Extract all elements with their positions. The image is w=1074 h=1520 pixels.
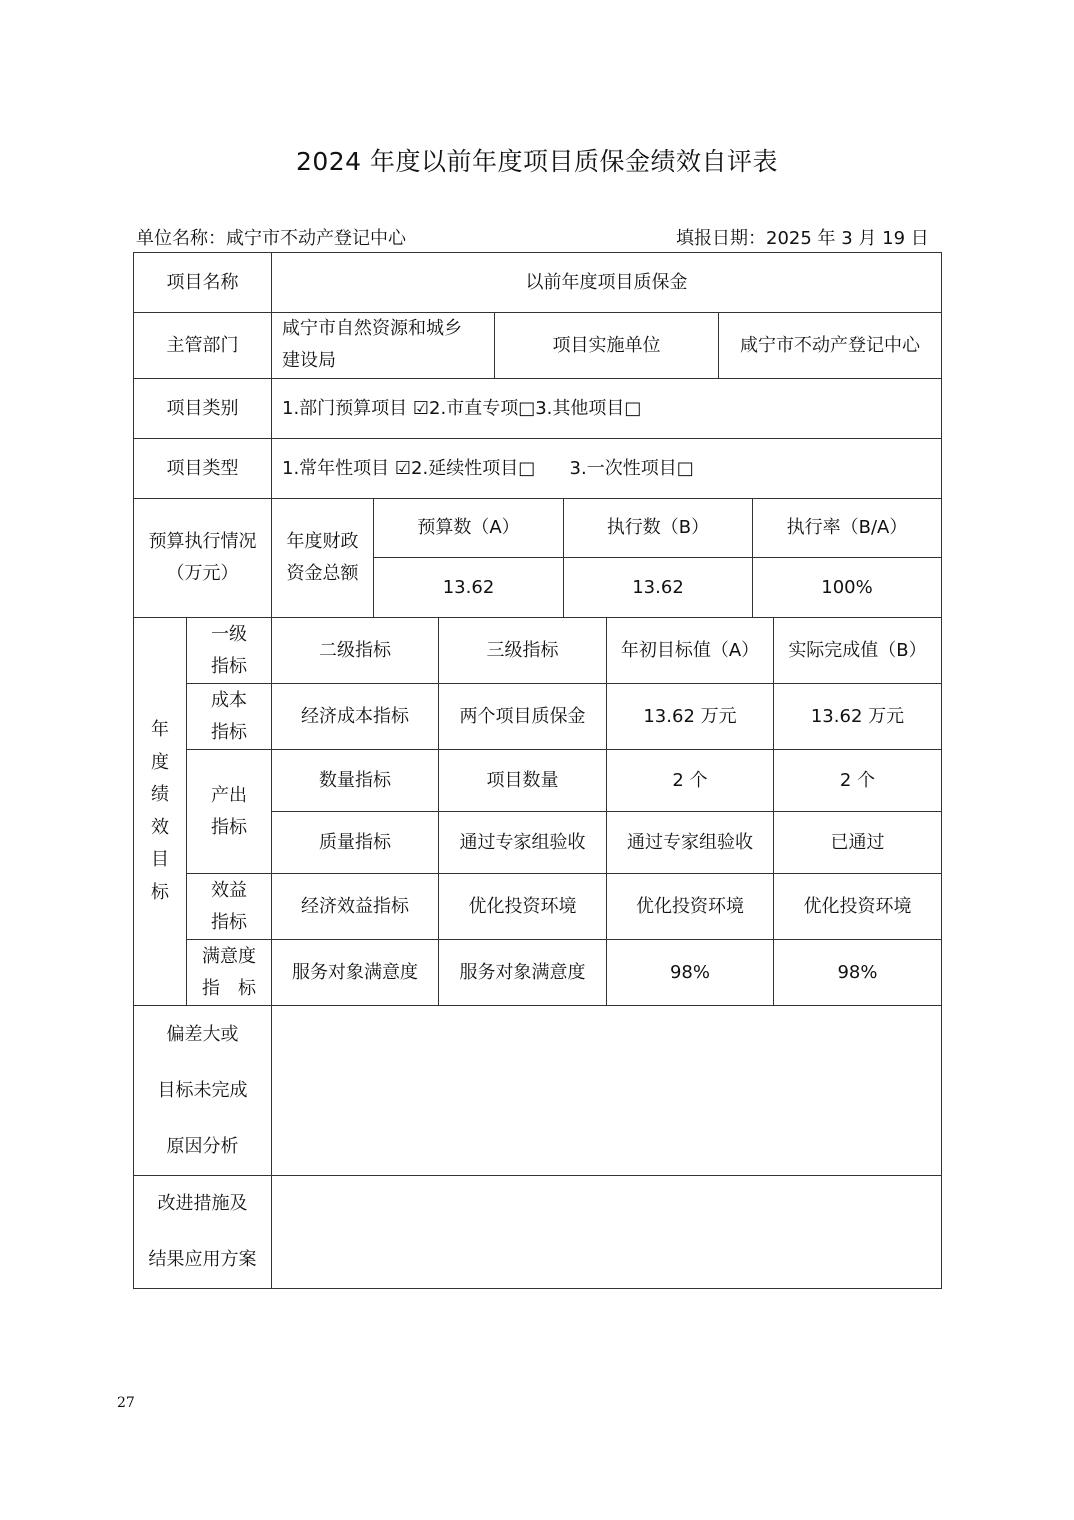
goals-output-l1-line1: 产出: [211, 784, 247, 806]
goals-row-actual: 优化投资环境: [773, 873, 942, 940]
goals-row-l3: 服务对象满意度: [438, 939, 607, 1006]
goals-side-char: 效: [151, 816, 169, 838]
dept-value-line2: 建设局: [282, 350, 336, 371]
goals-row-l2: 经济效益指标: [271, 873, 439, 940]
type-label: 项目类型: [133, 438, 272, 499]
goals-row-target: 2 个: [606, 749, 774, 812]
goals-output-l1: [186, 749, 272, 874]
goals-row-actual: 2 个: [773, 749, 942, 812]
goals-head-l3: 三级指标: [438, 617, 607, 684]
improve-label: [133, 1175, 272, 1289]
goals-side-char: 目: [151, 849, 169, 870]
goals-side-char: 绩: [151, 784, 169, 805]
goals-row-l3: 优化投资环境: [438, 873, 607, 940]
goals-row-l1-line1: 满意度: [202, 945, 256, 967]
goals-row-target: 通过专家组验收: [606, 811, 774, 874]
type-value: 1.常年性项目 ☑2.延续性项目□ 3.一次性项目□: [271, 438, 942, 499]
goals-row-l1-line1: 成本: [211, 689, 247, 711]
budget-sub-line2: 资金总额: [286, 563, 359, 584]
goals-head-l1-line2: 指标: [211, 655, 247, 677]
goals-head-l1: [186, 617, 272, 684]
deviation-line1: 偏差大或: [166, 1023, 239, 1045]
impl-value: 咸宁市不动产登记中心: [718, 312, 942, 379]
page-number: 27: [117, 1395, 135, 1411]
goals-row-l2: 质量指标: [271, 811, 439, 874]
improve-content: [271, 1175, 942, 1289]
goals-side-char: 标: [151, 881, 169, 903]
goals-side-label: [133, 617, 187, 1006]
budget-col-rate: 执行率（B/A）: [752, 498, 942, 558]
budget-sub-label: [271, 498, 374, 618]
goals-row-target: 13.62 万元: [606, 683, 774, 750]
deviation-content: [271, 1005, 942, 1176]
goals-row-l3: 两个项目质保金: [438, 683, 607, 750]
goals-row-l2: 服务对象满意度: [271, 939, 439, 1006]
project-name-value: 以前年度项目质保金: [271, 252, 942, 313]
goals-row-l1-line2: 指标: [211, 911, 247, 933]
goals-row-l1-line1: 效益: [211, 879, 247, 901]
goals-head-l1-line1: 一级: [211, 623, 247, 645]
budget-label-line2: （万元）: [166, 563, 239, 584]
deviation-line3: 原因分析: [166, 1135, 239, 1157]
goals-row-l1-line2: 指标: [211, 721, 247, 743]
goals-row-l1-line2: 指 标: [202, 977, 256, 999]
goals-row-l1: [186, 683, 272, 750]
report-date: 填报日期：2025 年 3 月 19 日: [676, 228, 929, 249]
goals-head-target: 年初目标值（A）: [606, 617, 774, 684]
goals-row-l1: [186, 873, 272, 940]
unit-name: 单位名称：咸宁市不动产登记中心: [136, 228, 406, 249]
goals-row-l1: [186, 939, 272, 1006]
impl-label: 项目实施单位: [494, 312, 719, 379]
dept-label: 主管部门: [133, 312, 272, 379]
goals-side-char: 年: [151, 719, 169, 740]
project-name-label: 项目名称: [133, 252, 272, 313]
goals-row-target: 优化投资环境: [606, 873, 774, 940]
deviation-label: [133, 1005, 272, 1176]
goals-row-actual: 13.62 万元: [773, 683, 942, 750]
budget-val-rate: 100%: [752, 557, 942, 618]
budget-col-b: 执行数（B）: [563, 498, 753, 558]
goals-side-char: 度: [151, 751, 169, 773]
goals-head-l2: 二级指标: [271, 617, 439, 684]
improve-line2: 结果应用方案: [148, 1249, 257, 1270]
goals-row-l3: 通过专家组验收: [438, 811, 607, 874]
goals-row-actual: 已通过: [773, 811, 942, 874]
budget-col-a: 预算数（A）: [373, 498, 564, 558]
budget-label-line1: 预算执行情况: [148, 531, 257, 552]
dept-value: [271, 312, 495, 379]
deviation-line2: 目标未完成: [157, 1079, 248, 1101]
goals-output-l1-line2: 指标: [211, 816, 247, 838]
category-label: 项目类别: [133, 378, 272, 439]
goals-row-l2: 数量指标: [271, 749, 439, 812]
improve-line1: 改进措施及: [157, 1193, 248, 1214]
goals-head-actual: 实际完成值（B）: [773, 617, 942, 684]
budget-label: [133, 498, 272, 618]
dept-value-line1: 咸宁市自然资源和城乡: [282, 318, 462, 339]
goals-row-l3: 项目数量: [438, 749, 607, 812]
goals-row-l2: 经济成本指标: [271, 683, 439, 750]
budget-val-b: 13.62: [563, 557, 753, 618]
page-title: 2024 年度以前年度项目质保金绩效自评表: [295, 147, 779, 176]
budget-sub-line1: 年度财政: [286, 531, 359, 552]
goals-row-actual: 98%: [773, 939, 942, 1006]
goals-row-target: 98%: [606, 939, 774, 1006]
budget-val-a: 13.62: [373, 557, 564, 618]
category-value: 1.部门预算项目 ☑2.市直专项□3.其他项目□: [271, 378, 942, 439]
